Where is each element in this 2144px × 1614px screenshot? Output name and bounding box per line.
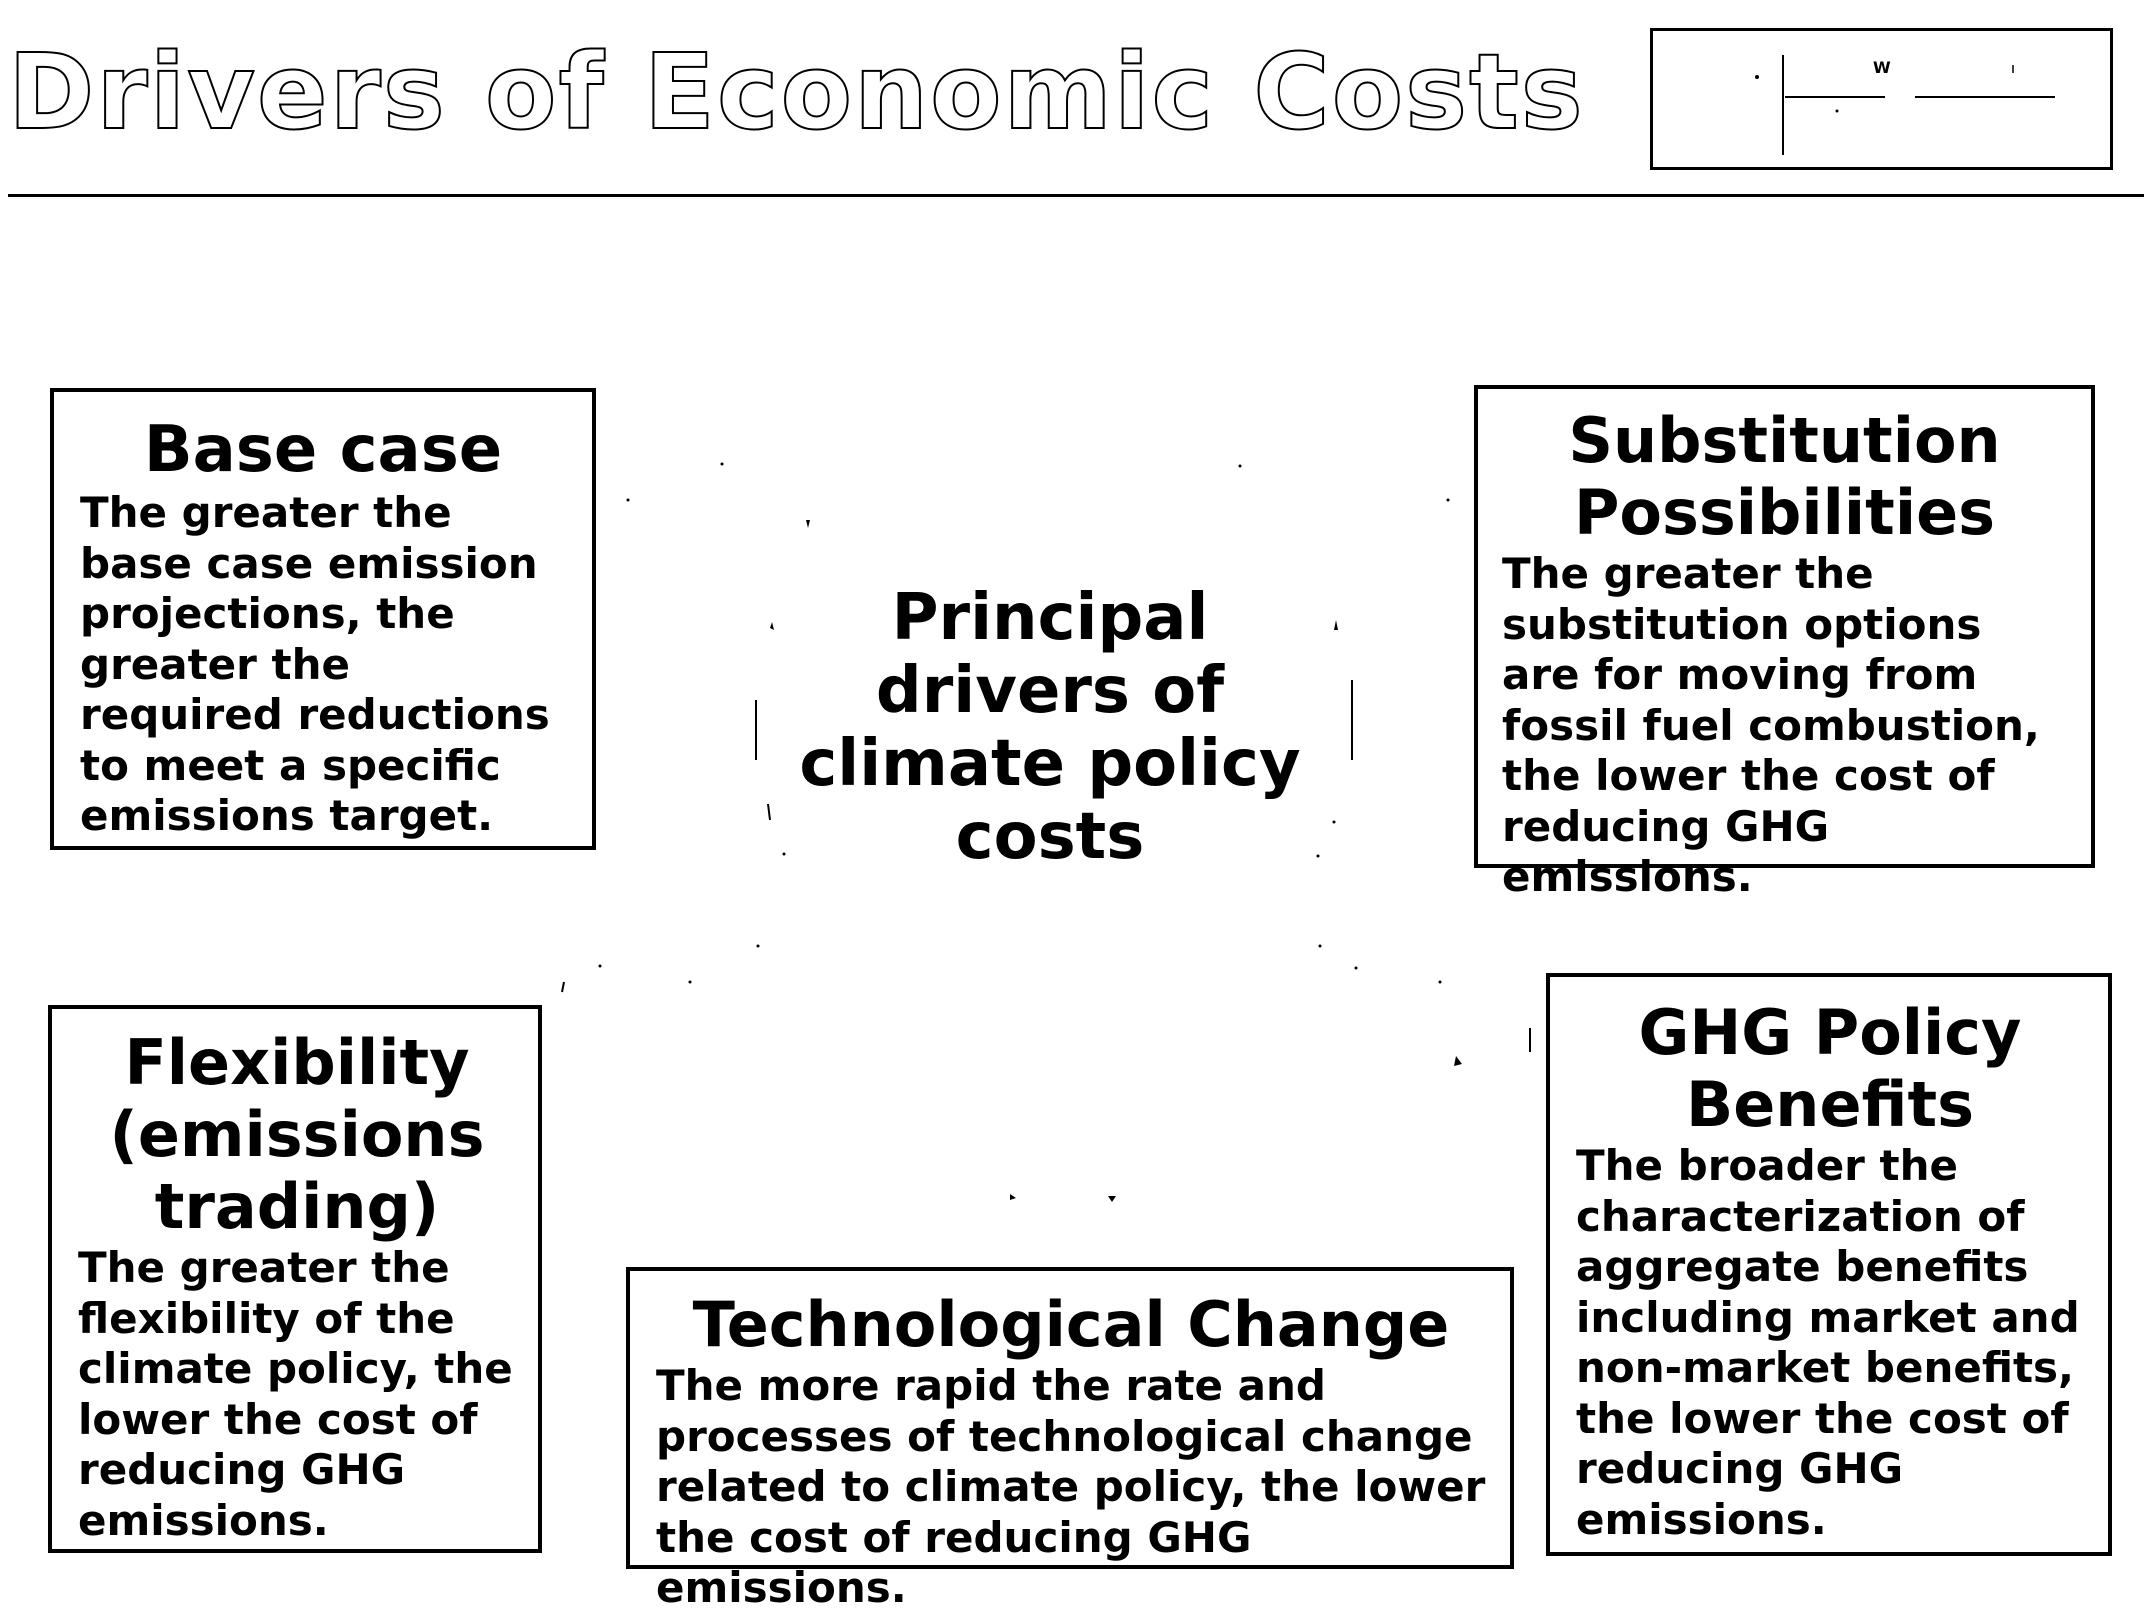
slide-title: Drivers of Economic Costs [8,31,1585,153]
technological-change-heading: Technological Change [692,1288,1450,1361]
substitution-heading: Substitution Possibilities [1568,404,2001,549]
base-case-heading: Base case [143,413,503,487]
substitution-text: The greater the substitution options are for moving from fossil fuel combustion, the lower the cost of reducing GHG emissions. [1502,549,2040,901]
substitution-box [1474,385,2095,901]
technological-change-box [626,1267,1514,1612]
flexibility-text: The greater the flexibility of the climate policy, the lower the cost of reducing GHG emissions. [78,1243,513,1545]
logo-letter: W [1873,58,1891,77]
logo-graphic [1653,31,2116,173]
ghg-policy-benefits-text: The broader the characterization of aggregate benefits including market and non-market benefits, the lower the cost of reducing GHG emissions. [1576,1141,2080,1544]
flexibility-box [48,1005,542,1553]
title-divider [8,194,2144,197]
ghg-policy-benefits-heading: GHG Policy Benefits [1638,996,2022,1141]
central-concept: Principal drivers of climate policy costs [799,581,1301,874]
logo [1650,28,2113,170]
base-case-text: The greater the base case emission projections, the greater the required reductions to meet a specific emissions target. [80,488,550,840]
ghg-policy-benefits-box [1546,973,2112,1556]
technological-change-text: The more rapid the rate and processes of technological change related to climate policy, the lower the cost of reducing GHG emissions. [656,1361,1486,1612]
base-case-box [50,388,596,850]
flexibility-heading: Flexibility (emissions trading) [109,1026,485,1243]
